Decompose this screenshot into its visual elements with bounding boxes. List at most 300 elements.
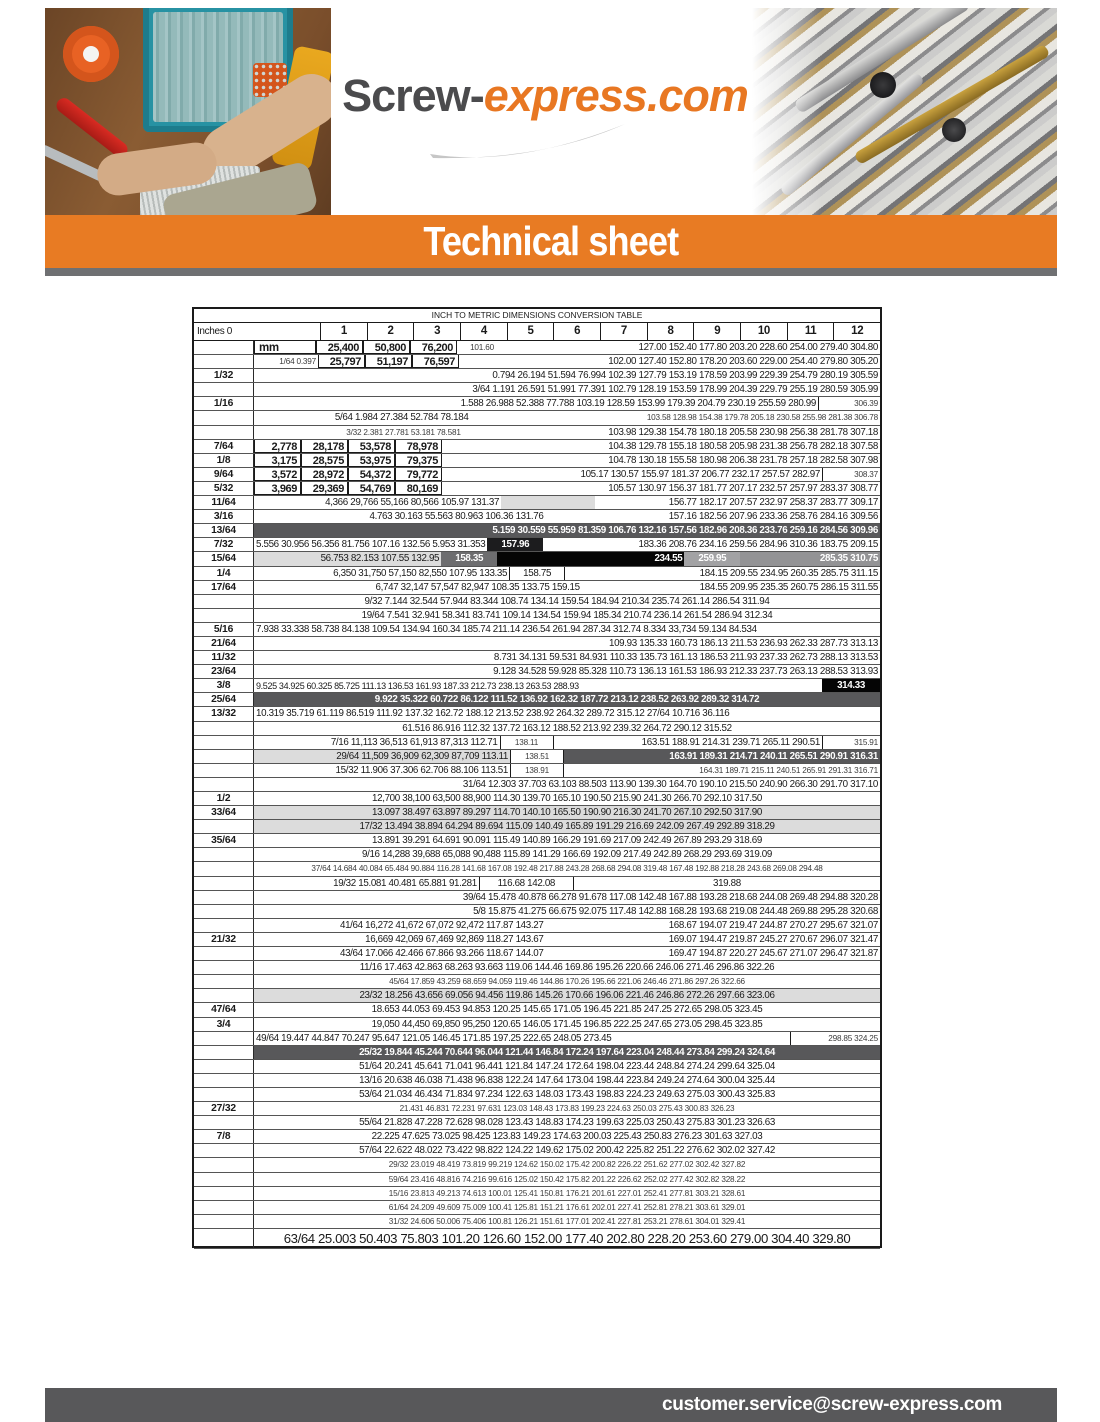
cell: 54,372 — [348, 468, 395, 481]
row-label — [194, 877, 254, 890]
cell: 157.16 182.56 207.96 233.36 258.76 284.16 309.56 — [668, 511, 878, 523]
table-row — [194, 1187, 880, 1201]
spacer — [613, 1032, 790, 1045]
row-content — [254, 1144, 880, 1157]
cell: 19,050 44,450 69,850 95,250 120.65 146.05 171.45 196.85 222.25 247.65 273.05 298.45 323.85 — [371, 1018, 763, 1030]
row-label: 5/32 — [194, 482, 254, 495]
column-header-cell: 9 — [693, 323, 740, 340]
table-row — [194, 510, 880, 524]
cell: 5/64 1.984 27.384 52.784 78.184 — [334, 412, 469, 424]
cell: mm — [254, 341, 316, 354]
row-content — [254, 397, 880, 410]
cell: 51/64 20.241 45.641 71.041 96.441 121.84 147.24 172.64 198.04 223.44 248.84 274.24 299.64 325.04 — [359, 1060, 775, 1072]
table-row — [194, 1229, 880, 1249]
row-label — [194, 848, 254, 861]
row-content — [254, 1102, 880, 1115]
table-row — [194, 538, 880, 552]
cell: 11/16 17.463 42.863 68.263 93.663 119.06 144.46 169.86 195.26 220.66 246.06 271.46 296.86 322.26 — [359, 962, 775, 974]
table-row — [194, 750, 880, 764]
cell: 158.75 — [509, 567, 565, 580]
row-label — [194, 919, 254, 932]
cell: 138.51 — [510, 750, 564, 763]
row-content — [254, 623, 880, 636]
table-row — [194, 651, 880, 665]
table-row — [194, 355, 880, 369]
table-row — [194, 595, 880, 609]
cell: 79,375 — [395, 454, 442, 467]
cell: 45/64 17.859 43.259 68.659 94.059 119.46 144.86 170.26 195.66 221.06 246.46 271.86 297.26 322.66 — [389, 977, 745, 987]
cell: 234.55 — [497, 552, 684, 565]
row-label — [194, 1088, 254, 1101]
column-header-cell: 8 — [647, 323, 694, 340]
table-row — [194, 581, 880, 595]
row-label: 1/8 — [194, 454, 254, 467]
cell: 17/32 13.494 38.894 64.294 89.694 115.09 140.49 165.89 191.29 216.69 242.09 267.49 292.89 318.29 — [254, 820, 880, 833]
row-content — [254, 1088, 880, 1101]
cell: 21.431 46.831 72.231 97.631 123.03 148.43 173.83 199.23 224.63 250.03 275.43 300.83 326.23 — [399, 1104, 735, 1114]
row-content — [254, 891, 880, 904]
row-label — [194, 595, 254, 608]
row-content — [254, 834, 880, 847]
table-row — [194, 397, 880, 411]
row-content — [254, 496, 880, 509]
row-label: 1/16 — [194, 397, 254, 410]
spacer — [507, 341, 633, 354]
table-row — [194, 665, 880, 679]
row-content — [254, 792, 880, 805]
cell: 105.57 130.97 156.37 181.77 207.17 232.57 257.97 283.37 308.77 — [608, 482, 878, 494]
row-label: 11/32 — [194, 651, 254, 664]
spacer — [581, 679, 822, 692]
logo-text-dark: Screw- — [342, 70, 484, 121]
cell: 184.15 209.55 234.95 260.35 285.75 311.15 — [699, 567, 878, 579]
row-label — [194, 736, 254, 749]
cell: 41/64 16,272 41,672 67,072 92,472 117.87 143.27 — [339, 919, 544, 931]
cell: 15/32 11.906 37.306 62.706 88.106 113.51 — [335, 764, 508, 776]
cell: 13.891 39.291 64.691 90.091 115.49 140.89 166.29 191.69 217.09 242.49 267.89 293.29 318.69 — [372, 835, 762, 847]
cell: 169.07 194.47 219.87 245.27 270.67 296.07 321.47 — [668, 933, 878, 945]
row-label — [194, 1060, 254, 1073]
cell: 23/32 18.256 43.656 69.056 94.456 119.86 145.26 170.66 196.06 221.46 246.86 272.26 297.66 323.06 — [254, 989, 880, 1002]
row-label — [194, 341, 254, 354]
cell: 37/64 14.684 40.084 65.484 90.884 116.28 141.68 167.08 192.48 217.88 243.28 268.68 294.08 319.48 167.48 192.88 218.28 243.68 269.08 294.48 — [311, 864, 823, 874]
row-content — [254, 1229, 880, 1248]
cell: 12,700 38,100 63,500 88,900 114.30 139.70 165.10 190.50 215.90 241.30 266.70 292.10 317.50 — [372, 793, 762, 804]
row-label — [194, 426, 254, 439]
row-content — [254, 468, 880, 481]
cell: 9.128 34.528 59.928 85.328 110.73 136.13 161.53 186.93 212.33 237.73 263.13 288.53 313.93 — [493, 666, 878, 678]
conversion-table — [192, 307, 882, 1248]
row-content — [254, 862, 880, 875]
cell: 53,975 — [348, 454, 395, 467]
logo — [340, 70, 750, 210]
table-row — [194, 792, 880, 806]
cell: 158.35 — [441, 552, 497, 565]
cell: 298.85 324.25 — [790, 1032, 880, 1045]
table-row — [194, 482, 880, 496]
row-content — [254, 989, 880, 1002]
row-label — [194, 905, 254, 918]
table-row — [194, 1003, 880, 1017]
table-row — [194, 877, 880, 891]
cell: 7.938 33.338 58.738 84.138 109.54 134.94 160.34 185.74 211.14 236.54 261.94 287.34 312.74 8.334 33,734 59.134 84.534 — [256, 623, 757, 635]
table-row — [194, 341, 880, 355]
cell: 6,747 32,147 57,547 82,947 108.35 133.75 159.15 — [375, 581, 580, 593]
cell: 7/16 11,113 36,513 61,913 87,313 112.71 — [330, 736, 498, 748]
column-header-cell: 11 — [787, 323, 834, 340]
row-content — [254, 595, 880, 608]
row-label — [194, 722, 254, 735]
row-content — [254, 355, 880, 368]
table-row — [194, 496, 880, 510]
row-label: 17/64 — [194, 581, 254, 594]
cell: 31/32 24.606 50.006 75.406 100.81 126.21 151.61 177.01 202.41 227.81 253.21 278.61 304.01 329.41 — [388, 1216, 746, 1226]
cell: 5.159 30.559 55.959 81.359 106.76 132.16 157.56 182.96 208.36 233.76 259.16 284.56 309.96 — [254, 524, 880, 537]
cell: 168.67 194.07 219.47 244.87 270.27 295.67 321.07 — [668, 919, 878, 931]
cell: 28,575 — [301, 454, 348, 467]
photo-fade — [752, 8, 822, 215]
row-content — [254, 524, 880, 537]
table-row — [194, 679, 880, 693]
row-content — [254, 1173, 880, 1186]
row-label: 27/32 — [194, 1102, 254, 1115]
row-content — [254, 961, 880, 974]
cell: 5.556 30.956 56.356 81.756 107.16 132.56 5.953 31.353 — [256, 539, 486, 551]
column-header-cell: 6 — [553, 323, 600, 340]
divider-strip — [45, 268, 1057, 276]
cell: 5/8 15.875 41.275 66.675 92.075 117.48 142.88 168.28 193.68 219.08 244.48 269.88 295.28 320.68 — [473, 905, 878, 917]
spacer — [470, 411, 539, 424]
table-row — [194, 891, 880, 905]
cell: 25,400 — [316, 341, 363, 354]
row-label: 47/64 — [194, 1003, 254, 1016]
table-row — [194, 693, 880, 707]
row-content — [254, 1158, 880, 1171]
row-content — [254, 440, 880, 453]
row-content — [254, 722, 880, 735]
cell: 29,369 — [301, 482, 348, 495]
column-header-cell: 5 — [507, 323, 554, 340]
cell: 19/32 15.081 40.481 65.881 91.281 — [333, 877, 477, 889]
cell: 28,972 — [301, 468, 348, 481]
row-content — [254, 538, 880, 551]
cell: 53/64 21.034 46.434 71.834 97.234 122.63 148.03 173.43 198.83 224.23 249.63 275.03 300.43 325.83 — [359, 1088, 775, 1100]
logo-swoosh — [425, 116, 665, 166]
cell: 13.097 38.497 63.897 89.297 114.70 140.10 165.50 190.90 216.30 241.70 267.10 292.50 317.90 — [254, 806, 880, 819]
table-title: INCH TO METRIC DIMENSIONS CONVERSION TABLE — [194, 309, 880, 323]
table-body — [194, 341, 880, 1249]
row-label: 25/64 — [194, 693, 254, 706]
row-content — [254, 1201, 880, 1214]
cell: 4,366 29,766 55,166 80,566 105.97 131.37 — [325, 497, 500, 509]
row-label: 3/4 — [194, 1018, 254, 1031]
cell: 76,597 — [412, 355, 459, 368]
table-row — [194, 1173, 880, 1187]
footer-email: customer.service@screw-express.com — [662, 1394, 1002, 1415]
table-row — [194, 1088, 880, 1102]
table-row — [194, 1116, 880, 1130]
table-row — [194, 707, 880, 721]
cell: 61.516 86.916 112.32 137.72 163.12 188.52 213.92 239.32 264.72 290.12 315.52 — [402, 722, 732, 734]
table-row — [194, 919, 880, 933]
row-label — [194, 947, 254, 960]
row-content — [254, 510, 880, 523]
table-row — [194, 440, 880, 454]
row-label: 15/64 — [194, 552, 254, 565]
row-label — [194, 1201, 254, 1214]
cell: 55/64 21.828 47.228 72.628 98.028 123.43 148.83 174.23 199.63 225.03 250.43 275.83 301.23 326.63 — [359, 1117, 775, 1129]
row-content — [254, 609, 880, 622]
cell: 8.731 34.131 59.531 84.931 110.33 135.73 161.13 186.53 211.93 237.33 262.73 288.13 313.53 — [493, 652, 878, 664]
cell: 183.36 208.76 234.16 259.56 284.96 310.36 183.75 209.15 — [638, 539, 878, 551]
row-content — [254, 764, 880, 777]
row-content — [254, 679, 880, 692]
table-row — [194, 609, 880, 623]
table-row — [194, 947, 880, 961]
cell: 50,800 — [363, 341, 410, 354]
cell: 116.68 142.08 — [479, 877, 574, 890]
row-label — [194, 891, 254, 904]
table-row — [194, 1074, 880, 1088]
row-content — [254, 369, 880, 382]
table-row — [194, 722, 880, 736]
table-row — [194, 623, 880, 637]
row-content — [254, 454, 880, 467]
row-label — [194, 1215, 254, 1228]
row-content — [254, 1215, 880, 1228]
cell: 3,175 — [254, 454, 301, 467]
row-label: 21/32 — [194, 933, 254, 946]
cell: 104.78 130.18 155.58 180.98 206.38 231.78 257.18 282.58 307.98 — [608, 454, 878, 466]
cell: 28,178 — [301, 440, 348, 453]
row-content — [254, 1046, 880, 1059]
banner-title: Technical sheet — [423, 218, 679, 264]
cell: 138.11 — [500, 736, 554, 749]
row-content — [254, 778, 880, 791]
cell: 3/64 1.191 26.591 51.991 77.391 102.79 128.19 153.59 178.99 204.39 229.79 255.19 280.59 305.99 — [472, 384, 878, 396]
cell: 306.39 — [818, 397, 880, 410]
row-label — [194, 750, 254, 763]
row-label: 7/8 — [194, 1130, 254, 1143]
cell: 2,778 — [254, 440, 301, 453]
row-content — [254, 1003, 880, 1016]
table-row — [194, 820, 880, 834]
table-row — [194, 933, 880, 947]
cell: 1.588 26.988 52.388 77.788 103.19 128.59 153.99 179.39 204.79 230.19 255.59 280.99 — [460, 398, 816, 410]
row-label — [194, 862, 254, 875]
row-content — [254, 933, 880, 946]
row-label — [194, 764, 254, 777]
row-content — [254, 341, 880, 354]
screw-head — [942, 118, 966, 142]
table-row — [194, 369, 880, 383]
cell: 308.37 — [822, 468, 880, 481]
table-row — [194, 1215, 880, 1229]
table-row — [194, 1018, 880, 1032]
cell: 19/64 7.541 32.941 58.341 83.741 109.14 134.54 159.94 185.34 210.74 236.14 261.54 286.94 312.34 — [361, 609, 773, 621]
table-row — [194, 1158, 880, 1172]
row-content — [254, 482, 880, 495]
spacer — [463, 426, 518, 439]
cell: 101.60 — [470, 343, 494, 352]
row-label: 3/8 — [194, 679, 254, 692]
row-label — [194, 411, 254, 424]
row-label — [194, 1144, 254, 1157]
cell: 57/64 22.622 48.022 73.422 98.822 124.22 149.62 175.02 200.42 225.82 251.22 276.62 302.02 327.42 — [359, 1145, 775, 1157]
cell: 1/64 0.397 — [279, 357, 316, 367]
cell: 319.88 — [712, 877, 741, 889]
cell: 9.922 35.322 60.722 86.122 111.52 136.92 162.32 187.72 213.12 238.52 263.92 289.32 314.72 — [254, 693, 880, 706]
cell: 138.91 — [510, 764, 564, 777]
spacer — [459, 355, 576, 368]
row-content — [254, 947, 880, 960]
row-content — [254, 1187, 880, 1200]
column-header-cell: 4 — [460, 323, 507, 340]
cell: 61/64 24.209 49.609 75.009 100.41 125.81 151.21 176.61 202.01 227.41 252.81 278.21 303.61 329.01 — [388, 1202, 746, 1212]
row-content — [254, 581, 880, 594]
cell: 10.319 35.719 61.119 86.519 111.92 137.32 162.72 188.12 213.52 238.92 264.32 289.72 315.12 27/64 10.716 36.116 — [256, 708, 730, 720]
screws-photo — [752, 8, 1057, 215]
cell: 163.91 189.31 214.71 240.11 265.51 290.91 316.31 — [564, 750, 880, 763]
cell: 43/64 17.066 42.466 67.866 93.266 118.67 144.07 — [339, 948, 544, 960]
row-content — [254, 736, 880, 749]
table-row — [194, 552, 880, 566]
row-label: 1/32 — [194, 369, 254, 382]
cell: 51,197 — [365, 355, 412, 368]
footer-bar — [45, 1388, 1057, 1422]
cell: 15/16 23.813 49.213 74.613 100.01 125.41 150.81 176.21 201.61 227.01 252.41 277.81 303.21 328.61 — [388, 1188, 746, 1198]
cell: 16,669 42,069 67,469 92,869 118.27 143.67 — [365, 933, 544, 945]
table-row — [194, 1102, 880, 1116]
cell: 104.38 129.78 155.18 180.58 205.98 231.38 256.78 282.18 307.58 — [608, 440, 878, 452]
cell: 105.17 130.57 155.97 181.37 206.77 232.17 257.57 282.97 — [580, 468, 820, 480]
cell: 6,350 31,750 57,150 82,550 107.95 133.35 — [333, 567, 508, 579]
row-label: 33/64 — [194, 806, 254, 819]
table-row — [194, 862, 880, 876]
row-content — [254, 919, 880, 932]
cell: 4.763 30.163 55.563 80.963 106.36 131.76 — [369, 511, 544, 523]
cell: 53,578 — [348, 440, 395, 453]
cell: 259.95 — [684, 552, 740, 565]
table-row — [194, 411, 880, 425]
row-content — [254, 1130, 880, 1143]
row-content — [254, 975, 880, 988]
row-content — [254, 651, 880, 664]
cell: 54,769 — [348, 482, 395, 495]
cell: 102.00 127.40 152.80 178.20 203.60 229.00 254.40 279.80 305.20 — [608, 356, 878, 368]
row-content — [254, 806, 880, 819]
column-header-cell: 10 — [740, 323, 787, 340]
row-label — [194, 383, 254, 396]
row-content — [254, 567, 880, 580]
row-content — [254, 411, 880, 424]
table-row — [194, 975, 880, 989]
table-row — [194, 764, 880, 778]
table-row — [194, 989, 880, 1003]
table-row — [194, 834, 880, 848]
row-label — [194, 1173, 254, 1186]
row-label: 1/2 — [194, 792, 254, 805]
row-label — [194, 1187, 254, 1200]
cell: 314.33 — [822, 679, 880, 692]
row-label — [194, 778, 254, 791]
cell: 0.794 26.194 51.594 76.994 102.39 127.79 153.19 178.59 203.99 229.39 254.79 280.19 305.59 — [492, 370, 878, 382]
cell: 9/32 7.144 32.544 57.944 83.344 108.74 134.14 159.54 184.94 210.34 235.74 261.14 286.54 311.94 — [364, 595, 770, 607]
table-row — [194, 1046, 880, 1060]
cell: 127.00 152.40 177.80 203.20 228.60 254.00 279.40 304.80 — [638, 342, 878, 353]
table-row — [194, 905, 880, 919]
table-row — [194, 468, 880, 482]
table-row — [194, 637, 880, 651]
row-content — [254, 877, 880, 890]
row-content — [254, 1074, 880, 1087]
cell: 63/64 25.003 50.403 75.803 101.20 126.60 152.00 177.40 202.80 228.20 253.60 279.00 304.40 329.80 — [283, 1230, 851, 1246]
cell: 29/64 11,509 36,909 62,309 87,709 113.11 — [254, 750, 510, 763]
cell: 25,797 — [318, 355, 365, 368]
cell: 3,572 — [254, 468, 301, 481]
row-content — [254, 820, 880, 833]
cell: 22.225 47.625 73.025 98.425 123.83 149.23 174.63 200.03 225.43 250.83 276.23 301.63 327.03 — [371, 1131, 763, 1143]
cell: 31/64 12.303 37.703 63.103 88.503 113.90 139.30 164.70 190.10 215.50 240.90 266.30 291.70 317.10 — [462, 778, 878, 790]
cell: 18.653 44.053 69.453 94.853 120.25 145.65 171.05 196.45 221.85 247.25 272.65 298.05 323.45 — [371, 1004, 763, 1016]
row-label — [194, 1158, 254, 1171]
table-row — [194, 778, 880, 792]
cell: 163.51 188.91 214.31 239.71 265.11 290.51 — [641, 736, 820, 748]
table-row — [194, 1130, 880, 1144]
row-content — [254, 905, 880, 918]
cell: 184.55 209.95 235.35 260.75 286.15 311.55 — [699, 581, 878, 593]
column-header-cell: 12 — [833, 323, 880, 340]
row-content — [254, 848, 880, 861]
cell: 25/32 19.844 45.244 70.644 96.044 121.44 146.84 172.24 197.64 223.04 248.44 273.84 299.24 324.64 — [254, 1046, 880, 1059]
cell: 9/16 14,288 39,688 65,088 90,488 115.89 141.29 166.69 192.09 217.49 242.89 268.29 293.69 319.09 — [361, 849, 773, 861]
cell: 103.58 128.98 154.38 179.78 205.18 230.58 255.98 281.38 306.78 — [646, 413, 878, 423]
cell: 109.93 135.33 160.73 186.13 211.53 236.93 262.33 287.73 313.13 — [608, 637, 878, 649]
table-column-header — [194, 323, 880, 341]
cell: 169.47 194.87 220.27 245.67 271.07 296.47 321.87 — [668, 948, 878, 960]
row-content — [254, 693, 880, 706]
row-content — [254, 665, 880, 678]
table-row — [194, 454, 880, 468]
row-label — [194, 355, 254, 368]
table-row — [194, 1144, 880, 1158]
column-header-cell: 1 — [320, 323, 367, 340]
cell: 13/16 20.638 46.038 71.438 96.838 122.24 147.64 173.04 198.44 223.84 249.24 274.64 300.04 325.44 — [359, 1074, 775, 1086]
cell: 49/64 19.447 44.847 70.247 95.647 121.05 146.45 171.85 197.25 222.65 248.05 273.45 — [256, 1032, 612, 1044]
row-label — [194, 1229, 254, 1248]
cell: 315.91 — [822, 736, 880, 749]
row-content — [254, 750, 880, 763]
row-content — [254, 707, 880, 720]
row-label: 5/16 — [194, 623, 254, 636]
tape-measure — [63, 26, 119, 82]
row-label: 35/64 — [194, 834, 254, 847]
screwdriver — [53, 95, 130, 160]
row-label — [194, 1046, 254, 1059]
technical-sheet-banner — [45, 215, 1057, 268]
table-row — [194, 961, 880, 975]
row-content — [254, 1060, 880, 1073]
column-header-cell: 3 — [413, 323, 460, 340]
table-row — [194, 383, 880, 397]
column-header-cell: 2 — [367, 323, 414, 340]
table-row — [194, 806, 880, 820]
row-label: 11/64 — [194, 496, 254, 509]
row-content — [254, 1018, 880, 1031]
table-row — [194, 524, 880, 538]
row-label — [194, 820, 254, 833]
cell: 3,969 — [254, 482, 301, 495]
